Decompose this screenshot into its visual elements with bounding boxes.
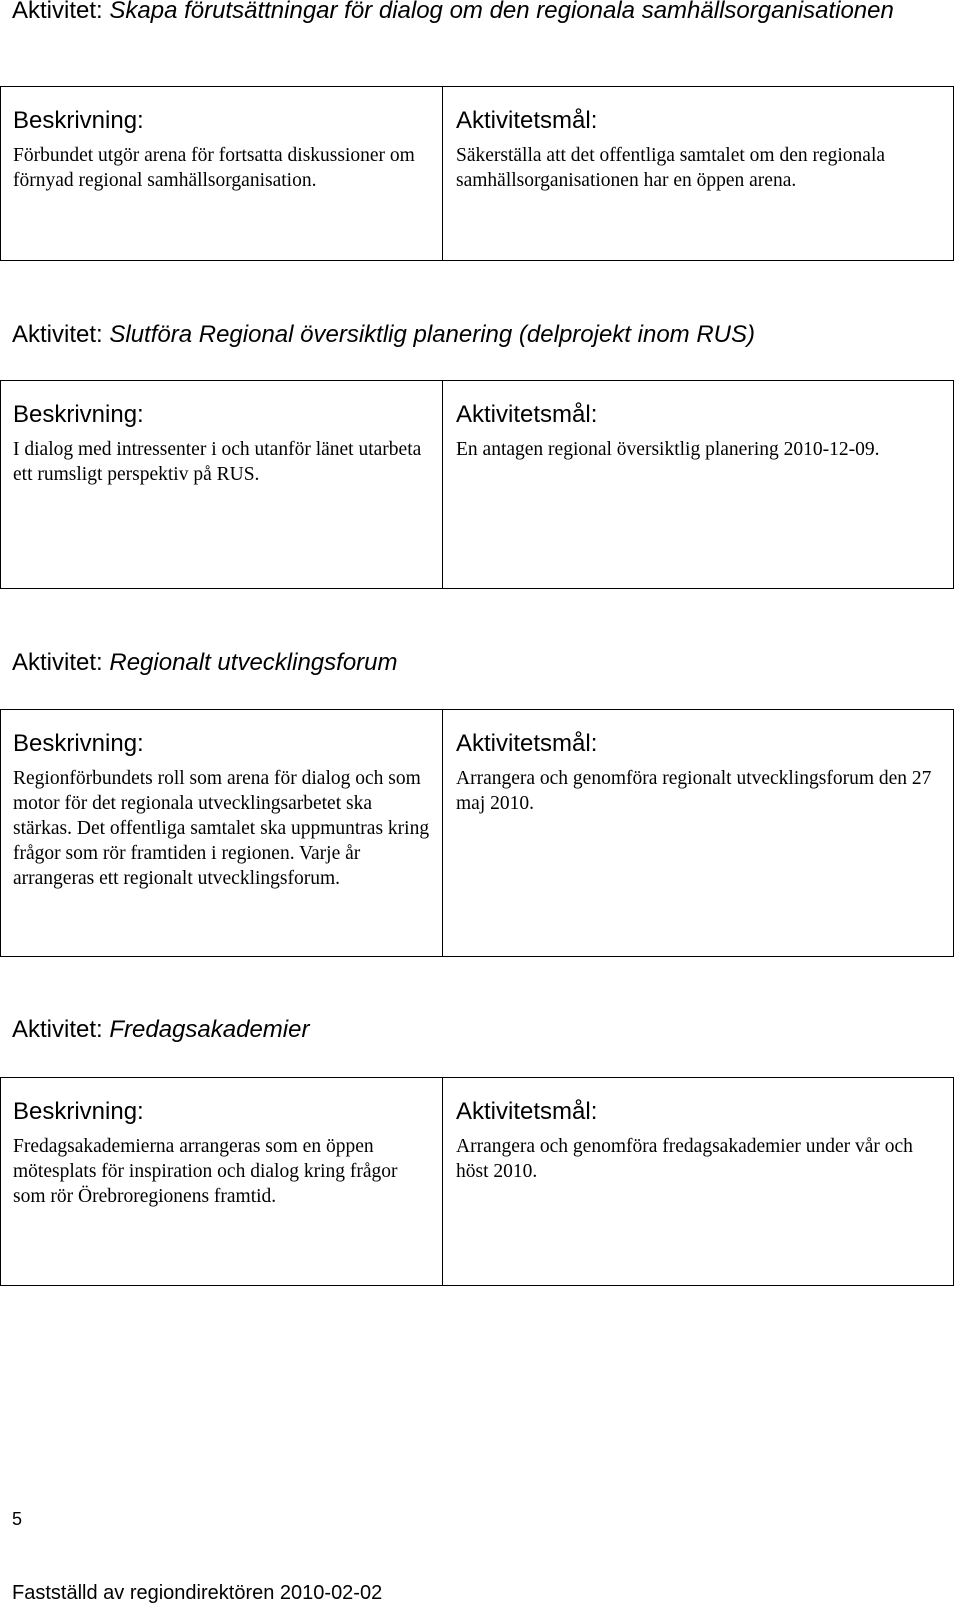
- description-text: Förbundet utgör arena för fortsatta diskussioner om förnyad regional samhällsorganisation.: [13, 145, 415, 191]
- description-cell: [1, 381, 443, 588]
- goal-heading: Aktivitetsmål:: [456, 107, 598, 134]
- activity-table: [0, 380, 954, 589]
- description-heading: Beskrivning:: [13, 401, 144, 428]
- goal-cell: [443, 710, 953, 956]
- goal-text: Säkerställa att det offentliga samtalet om den regionala samhällsorganisationen har en öppen arena.: [456, 145, 886, 191]
- description-text: Fredagsakademierna arrangeras som en öppen mötesplats för inspiration och dialog kring frågor som rör Örebroregionens framtid.: [13, 1136, 398, 1207]
- activity-name: Skapa förutsättningar för dialog om den regionala samhällsorganisationen: [109, 0, 894, 24]
- description-cell: [1, 710, 443, 956]
- goal-heading: Aktivitetsmål:: [456, 1098, 598, 1125]
- activity-table: [0, 86, 954, 261]
- goal-cell: [443, 87, 953, 260]
- activity-title: [12, 647, 942, 679]
- activity-prefix: Aktivitet:: [12, 649, 110, 676]
- goal-text: En antagen regional översiktlig planering 2010-12-09.: [456, 439, 880, 460]
- activity-title: [12, 0, 942, 27]
- footer-text: Fastställd av regiondirektören 2010-02-02: [12, 1582, 383, 1604]
- activity-prefix: Aktivitet:: [12, 1016, 110, 1043]
- goal-heading: Aktivitetsmål:: [456, 401, 598, 428]
- goal-text: Arrangera och genomföra regionalt utvecklingsforum den 27 maj 2010.: [456, 768, 932, 814]
- description-heading: Beskrivning:: [13, 1098, 144, 1125]
- activity-title: [12, 1014, 942, 1046]
- goal-cell: [443, 1078, 953, 1285]
- activity-name: Slutföra Regional översiktlig planering (delprojekt inom RUS): [109, 321, 755, 348]
- activity-table: [0, 709, 954, 957]
- goal-cell: [443, 381, 953, 588]
- activity-title: [12, 319, 942, 351]
- activity-prefix: Aktivitet:: [12, 321, 110, 348]
- description-heading: Beskrivning:: [13, 107, 144, 134]
- description-heading: Beskrivning:: [13, 730, 144, 757]
- goal-heading: Aktivitetsmål:: [456, 730, 598, 757]
- activity-name: Fredagsakademier: [109, 1016, 310, 1043]
- description-text: Regionförbundets roll som arena för dialog och som motor för det regionala utvecklingsarbetet ska stärkas. Det offentliga samtalet ska uppmuntras kring frågor som rör framtiden i regionen. Varje år arrangeras ett regionalt utvecklingsforum.: [13, 768, 430, 889]
- goal-text: Arrangera och genomföra fredagsakademier under vår och höst 2010.: [456, 1136, 913, 1182]
- activity-prefix: Aktivitet:: [12, 0, 110, 24]
- description-cell: [1, 87, 443, 260]
- activity-name: Regionalt utvecklingsforum: [109, 649, 398, 676]
- description-cell: [1, 1078, 443, 1285]
- page-number: 5: [12, 1509, 23, 1529]
- description-text: I dialog med intressenter i och utanför länet utarbeta ett rumsligt perspektiv på RUS.: [13, 439, 422, 485]
- activity-table: [0, 1077, 954, 1286]
